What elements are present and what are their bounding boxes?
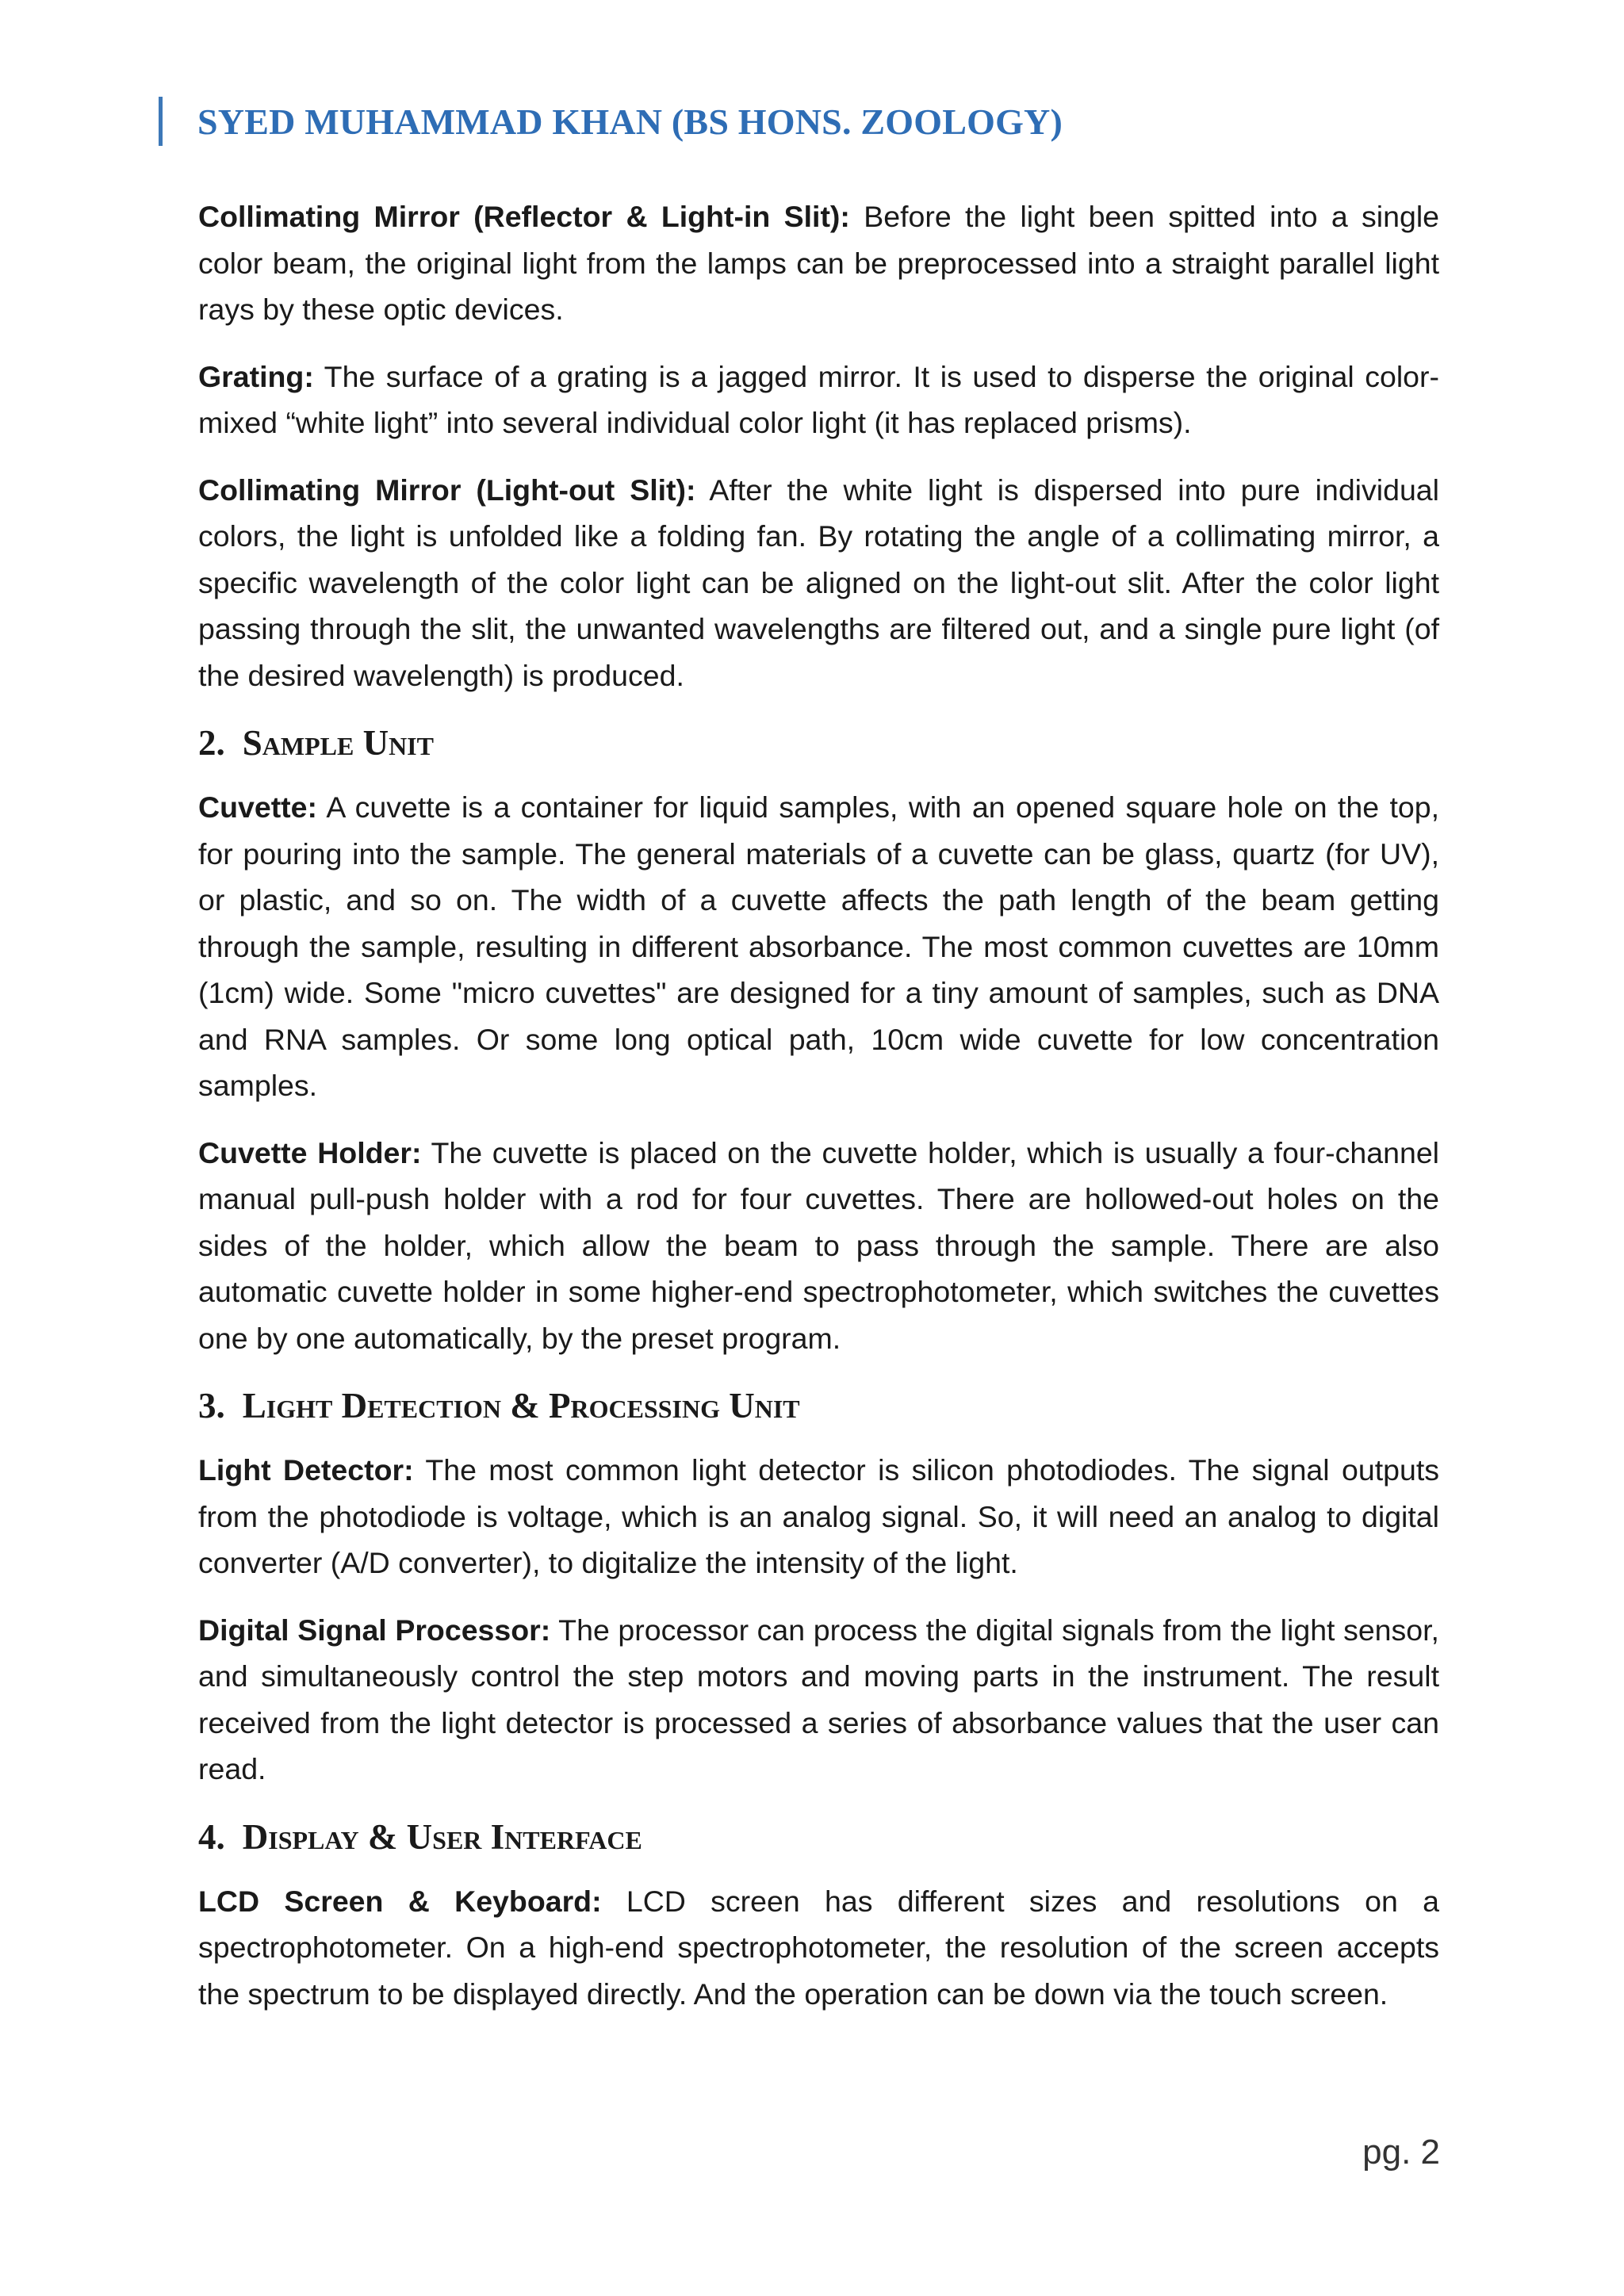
term-label: Digital Signal Processor: bbox=[198, 1613, 551, 1647]
paragraph-digital-signal-processor bbox=[198, 1607, 1439, 1793]
term-description: The processor can process the digital signals from the light sensor, and simultaneously control the step motors and moving parts in the instrument. The result received from the light detector is processed a series of absorbance values that the user can read. bbox=[198, 1613, 1439, 1785]
paragraph-cuvette bbox=[198, 784, 1439, 1109]
paragraph-lcd-screen-keyboard bbox=[198, 1878, 1439, 2018]
term-label: Cuvette: bbox=[198, 790, 318, 824]
term-label: Cuvette Holder: bbox=[198, 1135, 422, 1169]
term-description: After the white light is dispersed into pure individual colors, the light is unfolded like a folding fan. By rotating the angle of a collimating mirror, a specific wavelength of the color light can be aligned on the light-out slit. After the color light passing through the slit, the unwanted wavelengths are filtered out, and a single pure light (of the desired wavelength) is produced. bbox=[198, 473, 1439, 692]
term-description: The cuvette is placed on the cuvette holder, which is usually a four-channel manual pull-push holder with a rod for four cuvettes. There are hollowed-out holes on the sides of the holder, which allow the beam to pass through the sample. There are also automatic cuvette holder in some higher-end spectrophotometer, which switches the cuvettes one by one automatically, by the preset program. bbox=[198, 1135, 1440, 1355]
term-label: Grating: bbox=[198, 359, 314, 393]
section-heading-display-interface bbox=[198, 1813, 1439, 1861]
paragraph-collimating-mirror-in bbox=[198, 193, 1439, 333]
section-number: 3. bbox=[198, 1386, 225, 1425]
term-description: A cuvette is a container for liquid samples, with an opened square hole on the top, for pouring into the sample. The general materials of a cuvette can be glass, quartz (for UV), or plastic, and so on. The width of a cuvette affects the path length of the beam getting through the sample, resulting in different absorbance. The most common cuvettes are 10mm (1cm) wide. Some "micro cuvettes" are designed for a tiny amount of samples, such as DNA and RNA samples. Or some long optical path, 10cm wide cuvette for low concentration samples. bbox=[198, 790, 1439, 1102]
term-description: LCD screen has different sizes and resolutions on a spectrophotometer. On a high-end spectrophotometer, the resolution of the screen accepts the spectrum to be displayed directly. And the operation can be down via the touch screen. bbox=[198, 1884, 1440, 2011]
term-label: Collimating Mirror (Reflector & Light-in Slit): bbox=[198, 200, 850, 233]
page-number: pg. 2 bbox=[1362, 2133, 1440, 2172]
section-number: 4. bbox=[198, 1816, 225, 1857]
header-accent-bar bbox=[159, 97, 163, 146]
paragraph-grating bbox=[198, 354, 1439, 446]
section-number: 2. bbox=[198, 723, 225, 763]
term-description: Before the light been spitted into a single color beam, the original light from the lamps can be preprocessed into a straight parallel light rays by these optic devices. bbox=[198, 200, 1440, 326]
document-body bbox=[198, 193, 1439, 2038]
section-heading-sample-unit bbox=[198, 719, 1439, 767]
paragraph-cuvette-holder bbox=[198, 1130, 1439, 1362]
term-label: Collimating Mirror (Light-out Slit): bbox=[198, 473, 696, 507]
paragraph-light-detector bbox=[198, 1447, 1439, 1586]
page-header bbox=[159, 97, 1063, 146]
term-description: The surface of a grating is a jagged mirror. It is used to disperse the original color-mixed “white light” into several individual color light (it has replaced prisms). bbox=[198, 359, 1439, 439]
section-heading-light-detection bbox=[198, 1382, 1439, 1429]
section-title: Sample Unit bbox=[242, 723, 434, 763]
paragraph-collimating-mirror-out bbox=[198, 467, 1439, 699]
term-description: The most common light detector is silicon photodiodes. The signal outputs from the photodiode is voltage, which is an analog signal. So, it will need an analog to digital converter (A/D converter), to digitalize the intensity of the light. bbox=[198, 1453, 1439, 1579]
term-label: Light Detector: bbox=[198, 1453, 414, 1487]
header-title: SYED MUHAMMAD KHAN (BS HONS. ZOOLOGY) bbox=[197, 101, 1063, 142]
term-label: LCD Screen & Keyboard: bbox=[198, 1884, 602, 1918]
section-title: Light Detection & Processing Unit bbox=[242, 1386, 800, 1425]
section-title: Display & User Interface bbox=[242, 1816, 642, 1857]
